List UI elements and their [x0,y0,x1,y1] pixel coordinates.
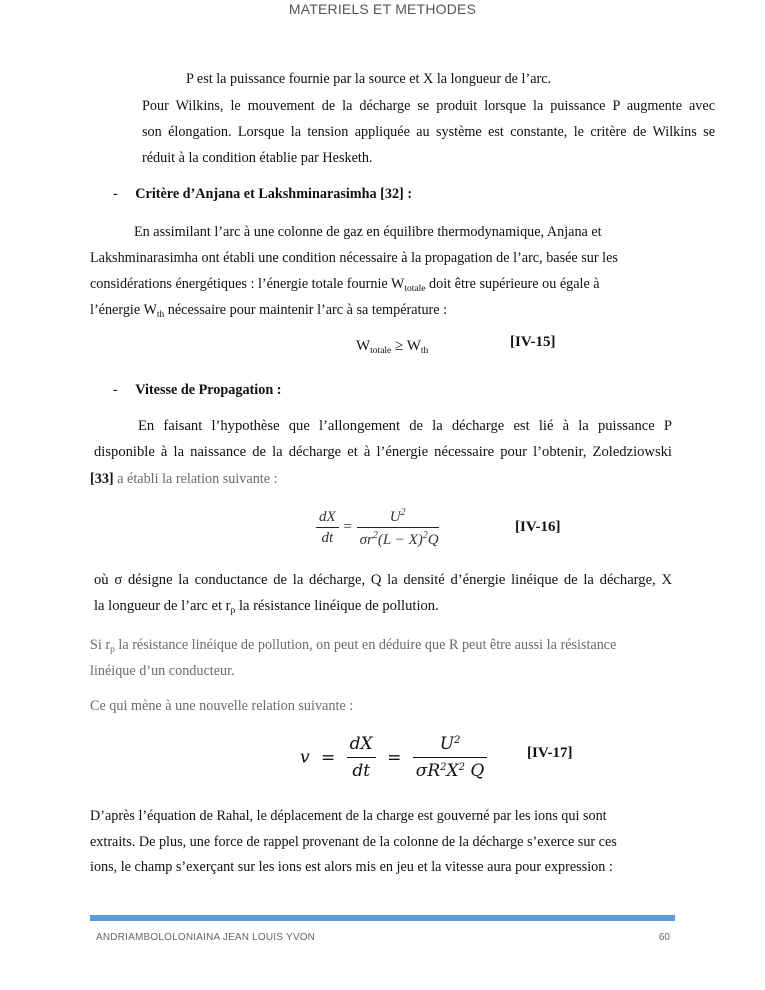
text-line: En assimilant l’arc à une colonne de gaz en équilibre thermodynamique, Anjana et [134,224,602,240]
equals-sign: = [343,519,352,536]
denominator: dt [352,761,371,781]
text-line [90,297,447,328]
text-line: réduit à la condition établie par Hesketh. [142,150,373,166]
subscript: p [110,645,115,655]
text-span: l’énergie W [90,302,157,318]
math-symbol: (L − X) [377,532,423,548]
text-line: D’après l’équation de Rahal, le déplacement de la charge est gouverné par les ions qui sont [90,808,607,824]
footer-author: ANDRIAMBOLOLONIAINA JEAN LOUIS YVON [96,932,316,943]
text-line: En faisant l’hypothèse que l’allongement de la décharge est lié à la puissance P [138,418,672,434]
text-line: extraits. De plus, une force de rappel provenant de la colonne de la décharge s’exerce sur ces [90,834,617,850]
equation-label: [IV-15] [510,334,556,350]
equals-sign: = [387,747,402,768]
heading-text: Critère d’Anjana et Lakshminarasimha [32] : [135,186,413,202]
superscript: 2 [440,762,447,773]
denominator [413,758,488,781]
superscript: 2 [458,762,465,773]
text-line: linéique d’un conducteur. [90,663,235,679]
text-span: nécessaire pour maintenir l’arc à sa température : [164,302,448,318]
footer-divider [90,915,675,921]
equals-sign: = [321,747,336,768]
math-symbol: Q [427,532,439,548]
math-symbol: W [356,338,371,354]
denominator: dt [321,530,334,546]
text-span: la résistance linéique de pollution. [235,598,439,614]
text-span: a établi la relation suivante : [113,471,278,487]
subscript: th [420,346,429,356]
text-line: Lakshminarasimha ont établi une condition nécessaire à la propagation de l’arc, basée sur les [90,250,618,266]
numerator [357,507,439,528]
numerator [413,734,488,758]
text-line [94,593,439,624]
bullet-dash: - [113,382,118,398]
text-line: où σ désigne la conductance de la décharge, Q la densité d’énergie linéique de la décharge, X [94,572,672,588]
text-line: P est la puissance fournie par la source et X la longueur de l’arc. [186,71,552,87]
text-span: la résistance linéique de pollution, on peut en déduire que R peut être aussi la résistance [114,637,617,653]
equation-label: [IV-16] [515,519,561,535]
denominator [357,528,439,549]
math-symbol: σR [415,761,441,781]
superscript: 2 [422,530,428,541]
page-number: 60 [658,932,670,943]
math-symbol: U [389,509,401,525]
page-header: MATERIELS ET METHODES [288,1,477,17]
section-heading [113,382,281,399]
bullet-dash: - [113,186,118,202]
text-span: doit être supérieure ou égale à [425,276,600,292]
equation-iv-15 [356,338,428,356]
heading-text: Vitesse de Propagation : [135,382,282,398]
superscript: 2 [454,735,461,746]
equation-iv-16 [316,507,439,549]
numerator: dX [316,509,339,528]
citation: [33] [90,471,114,487]
section-heading [113,186,412,203]
subscript: p [230,606,236,616]
numerator: dX [347,734,376,758]
text-span: Si r [90,637,111,653]
math-symbol: U [439,734,455,754]
fraction-dx-dt [316,509,339,547]
text-line [90,466,278,492]
text-line: Pour Wilkins, le mouvement de la décharge se produit lorsque la puissance P augmente avec [142,98,715,114]
text-line: son élongation. Lorsque la tension appliquée au système est constante, le critère de Wilkins se [142,124,715,140]
text-line: disponible à la naissance de la décharge et à l’énergie nécessaire pour l’obtenir, Zoledziowski [94,444,672,460]
math-symbol: v [300,747,310,768]
fraction-main [357,507,439,549]
math-symbol: Q [465,761,485,781]
subscript: totale [404,284,426,294]
superscript: 2 [400,507,406,518]
subscript: totale [370,346,392,356]
text-line: Ce qui mène à une nouvelle relation suivante : [90,698,354,714]
fraction-main [413,734,488,781]
equation-iv-17 [300,734,487,781]
text-line: ions, le champ s’exerçant sur les ions est alors mis en jeu et la vitesse aura pour expression : [90,859,613,875]
equation-label: [IV-17] [527,745,573,761]
text-span: la longueur de l’arc et r [94,598,231,614]
text-span: considérations énergétiques : l’énergie totale fournie W [90,276,405,292]
math-symbol: σr [359,532,373,548]
fraction-dx-dt [347,734,376,781]
math-symbol: X [446,761,459,781]
superscript: 2 [372,530,378,541]
subscript: th [156,310,165,320]
math-symbol: ≥ W [391,338,421,354]
